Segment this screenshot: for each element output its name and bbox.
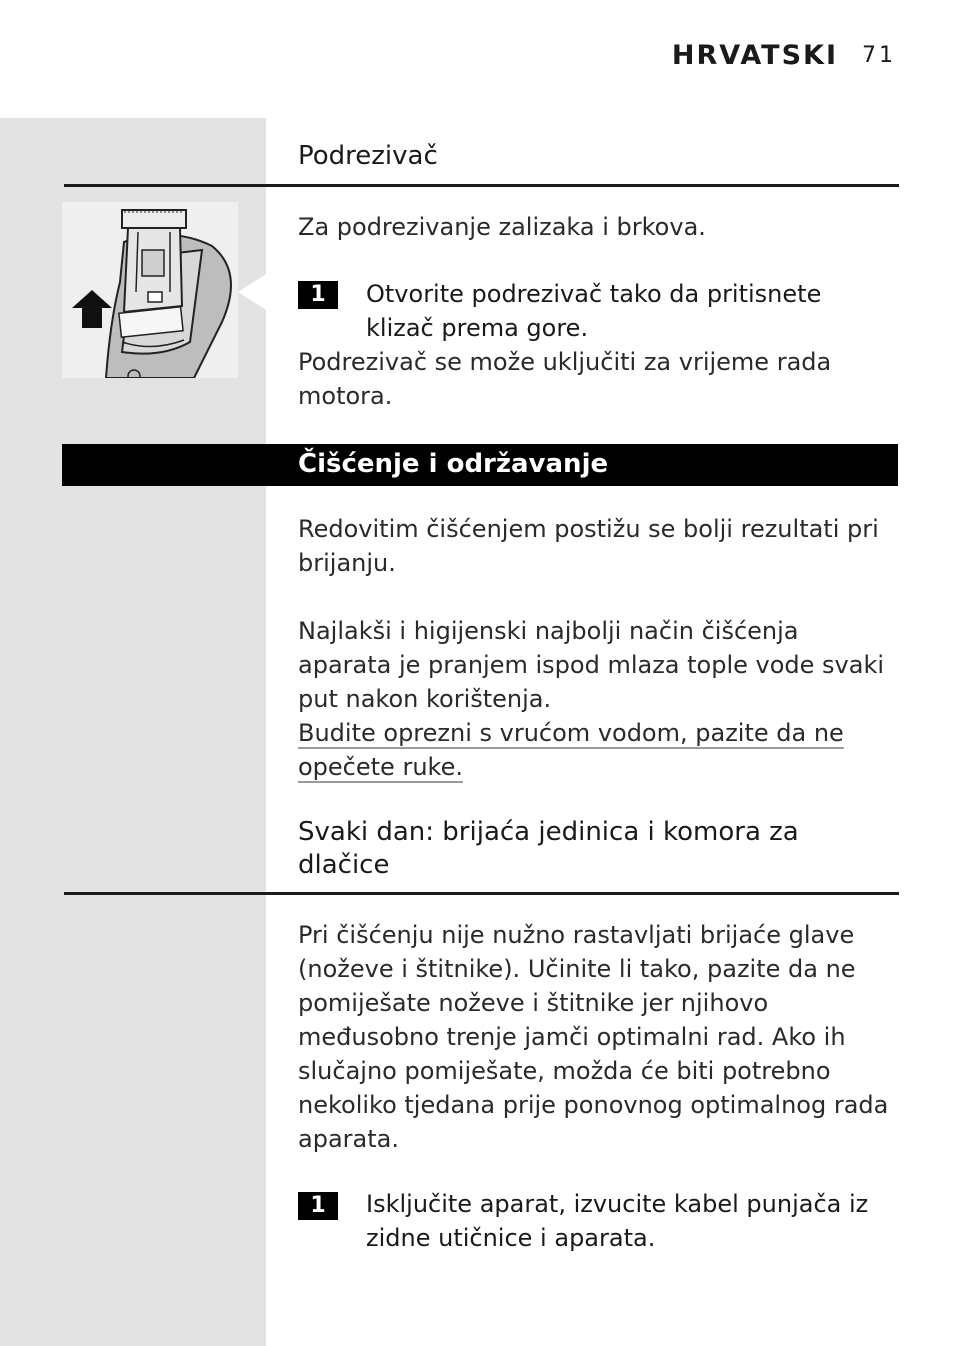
trimmer-heading: Podrezivač: [298, 141, 438, 171]
trimmer-rule: [64, 184, 899, 187]
daily-para: Pri čišćenju nije nužno rastavljati brijaće glave (noževe i štitnike). Učinite li tako, pazite da ne pomiješate noževe i štitnike jer njihovo međusobno trenje jamči optimalni rad. Ako ih slučajno pomiješate, možda će biti potrebno nekoliko tjedana prije ponovnog optimalnog rada aparata.: [298, 921, 889, 1153]
cleaning-warning: [298, 716, 858, 784]
shaver-trimmer-illustration: [62, 202, 238, 378]
header-language: HRVATSKI: [671, 40, 838, 71]
trimmer-step-text: Otvorite podrezivač tako da pritisnete klizač prema gore.: [366, 280, 822, 342]
page-number: 71: [862, 43, 896, 68]
illustration-pointer: [238, 274, 266, 310]
arrow-up-icon: [72, 290, 112, 328]
daily-rule: [64, 892, 899, 895]
trimmer-step-number: 1: [298, 281, 338, 309]
daily-heading: Svaki dan: brijaća jedinica i komora za dlačice: [298, 817, 799, 880]
cleaning-para-1: Redovitim čišćenjem postižu se bolji rezultati pri brijanju.: [298, 515, 879, 577]
daily-step-text: Isključite aparat, izvucite kabel punjača iz zidne utičnice i aparata.: [366, 1190, 869, 1252]
daily-step-number: 1: [298, 1192, 338, 1220]
cleaning-section-title: Čišćenje i održavanje: [298, 449, 609, 479]
cleaning-para-2: Najlakši i higijenski najbolji način čišćenja aparata je pranjem ispod mlaza tople vode svaki put nakon korištenja.: [298, 617, 885, 713]
trimmer-note: Podrezivač se može uključiti za vrijeme rada motora.: [298, 348, 832, 410]
cleaning-warning-text: Budite oprezni s vrućom vodom, pazite da ne opečete ruke.: [298, 719, 844, 781]
trimmer-intro: Za podrezivanje zalizaka i brkova.: [298, 213, 706, 241]
shaver-illustration-svg: [62, 202, 238, 378]
section-bar-cleaning: [62, 444, 898, 486]
